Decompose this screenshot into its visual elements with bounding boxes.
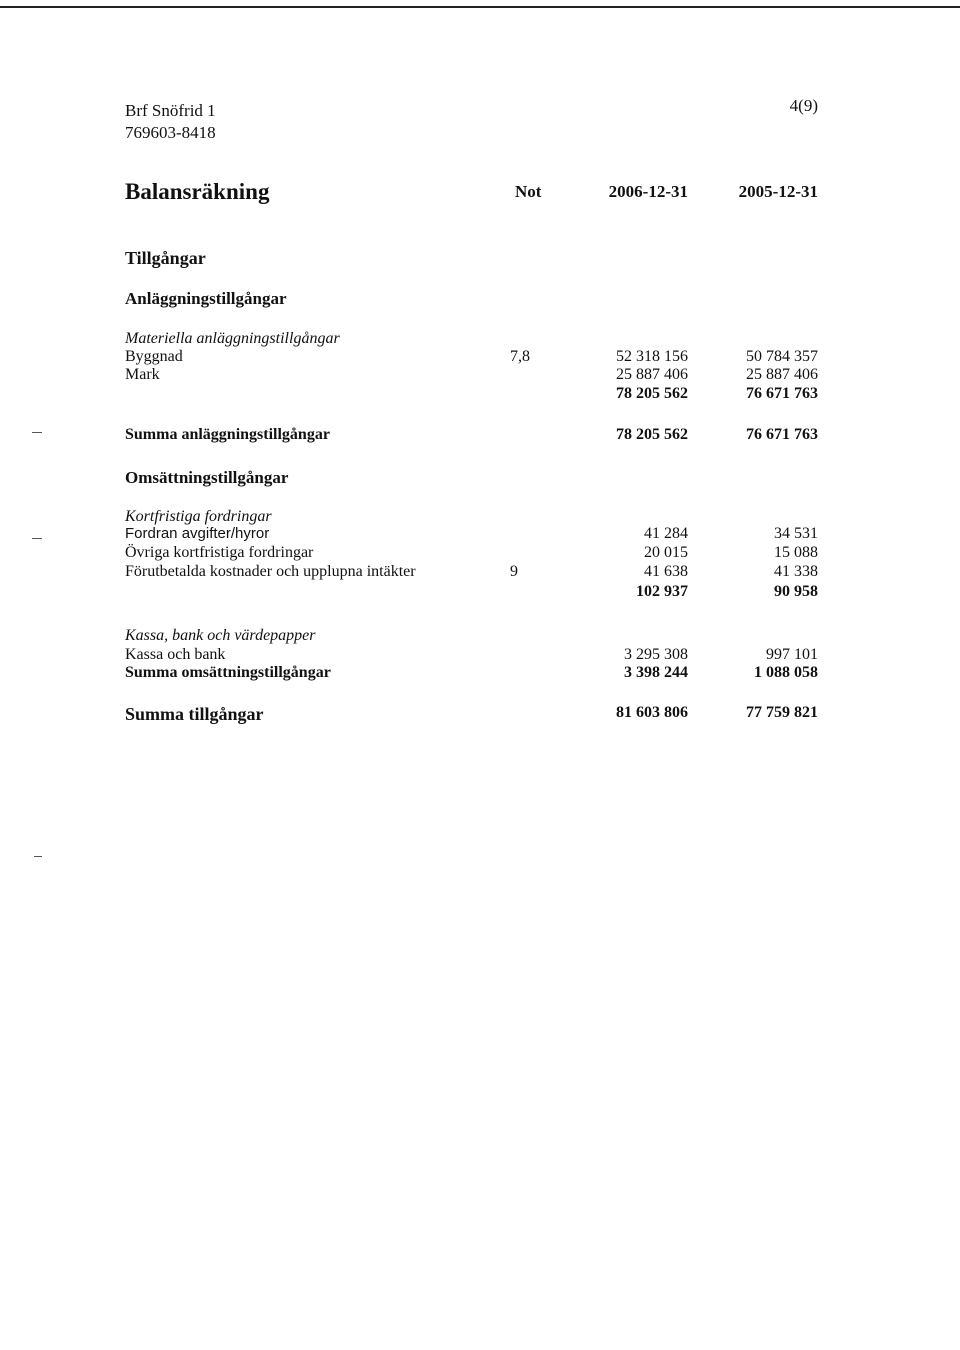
- org-number: 769603-8418: [125, 123, 216, 142]
- row-value-2005: 41 338: [774, 563, 818, 580]
- row-label: Mark: [125, 366, 160, 383]
- document-header: [125, 100, 216, 144]
- row-value-2006: 81 603 806: [616, 704, 688, 721]
- table-row-current-assets-total: [0, 664, 960, 684]
- table-row-mark: [0, 366, 960, 386]
- page-number: 4(9): [789, 96, 818, 115]
- subsection-heading-tangible: Materiella anläggningstillgångar: [125, 330, 340, 347]
- row-value-2005: 15 088: [774, 544, 818, 561]
- row-value-2006: 41 284: [644, 525, 688, 542]
- row-value-2006: 78 205 562: [616, 385, 688, 402]
- row-label: Förutbetalda kostnader och upplupna intäkter: [125, 563, 416, 580]
- table-row-assets-total: [0, 704, 960, 724]
- row-value-2005: 34 531: [774, 525, 818, 542]
- row-note: 9: [510, 563, 518, 580]
- row-value-2006: 102 937: [636, 583, 688, 600]
- scan-mark: [34, 856, 42, 857]
- table-row-fordran: [0, 525, 960, 545]
- row-value-2005: 77 759 821: [746, 704, 818, 721]
- section-heading-current-assets: Omsättningstillgångar: [125, 468, 289, 487]
- row-label: Summa anläggningstillgångar: [125, 426, 330, 443]
- row-value-2005: 90 958: [774, 583, 818, 600]
- section-heading-fixed-assets: Anläggningstillgångar: [125, 289, 287, 308]
- table-row-byggnad: [0, 348, 960, 368]
- row-value-2005: 50 784 357: [746, 348, 818, 365]
- table-row-forutbetalda: [0, 563, 960, 583]
- scan-top-edge-line: [0, 6, 960, 8]
- row-value-2006: 52 318 156: [616, 348, 688, 365]
- table-row-tangible-subtotal: [0, 385, 960, 405]
- column-header-year-2005: 2005-12-31: [738, 182, 818, 201]
- row-label: Byggnad: [125, 348, 183, 365]
- org-name: Brf Snöfrid 1: [125, 101, 216, 120]
- page-title: Balansräkning: [125, 179, 270, 204]
- row-label: Övriga kortfristiga fordringar: [125, 544, 314, 561]
- table-row-receivables-subtotal: [0, 583, 960, 603]
- row-value-2005: 997 101: [766, 646, 818, 663]
- row-value-2005: 76 671 763: [746, 426, 818, 443]
- row-value-2005: 76 671 763: [746, 385, 818, 402]
- row-value-2006: 3 295 308: [624, 646, 688, 663]
- row-value-2006: 41 638: [644, 563, 688, 580]
- row-value-2006: 78 205 562: [616, 426, 688, 443]
- column-header-year-2006: 2006-12-31: [608, 182, 688, 201]
- scan-mark: [32, 538, 42, 539]
- row-note: 7,8: [510, 348, 530, 365]
- table-row-fixed-assets-total: [0, 426, 960, 446]
- row-label: Summa tillgångar: [125, 704, 264, 724]
- table-row-kassa: [0, 646, 960, 666]
- row-label: Fordran avgifter/hyror: [125, 525, 270, 542]
- row-value-2006: 20 015: [644, 544, 688, 561]
- row-label: Summa omsättningstillgångar: [125, 664, 331, 681]
- subsection-heading-short-receivables: Kortfristiga fordringar: [125, 508, 272, 525]
- row-label: Kassa och bank: [125, 646, 226, 663]
- table-row-ovriga: [0, 544, 960, 564]
- subsection-heading-cash: Kassa, bank och värdepapper: [125, 627, 316, 644]
- row-value-2005: 25 887 406: [746, 366, 818, 383]
- row-value-2006: 25 887 406: [616, 366, 688, 383]
- row-value-2005: 1 088 058: [754, 664, 818, 681]
- section-heading-assets: Tillgångar: [125, 248, 206, 268]
- row-value-2006: 3 398 244: [624, 664, 688, 681]
- scan-mark: [32, 432, 42, 433]
- column-header-note: Not: [515, 182, 542, 201]
